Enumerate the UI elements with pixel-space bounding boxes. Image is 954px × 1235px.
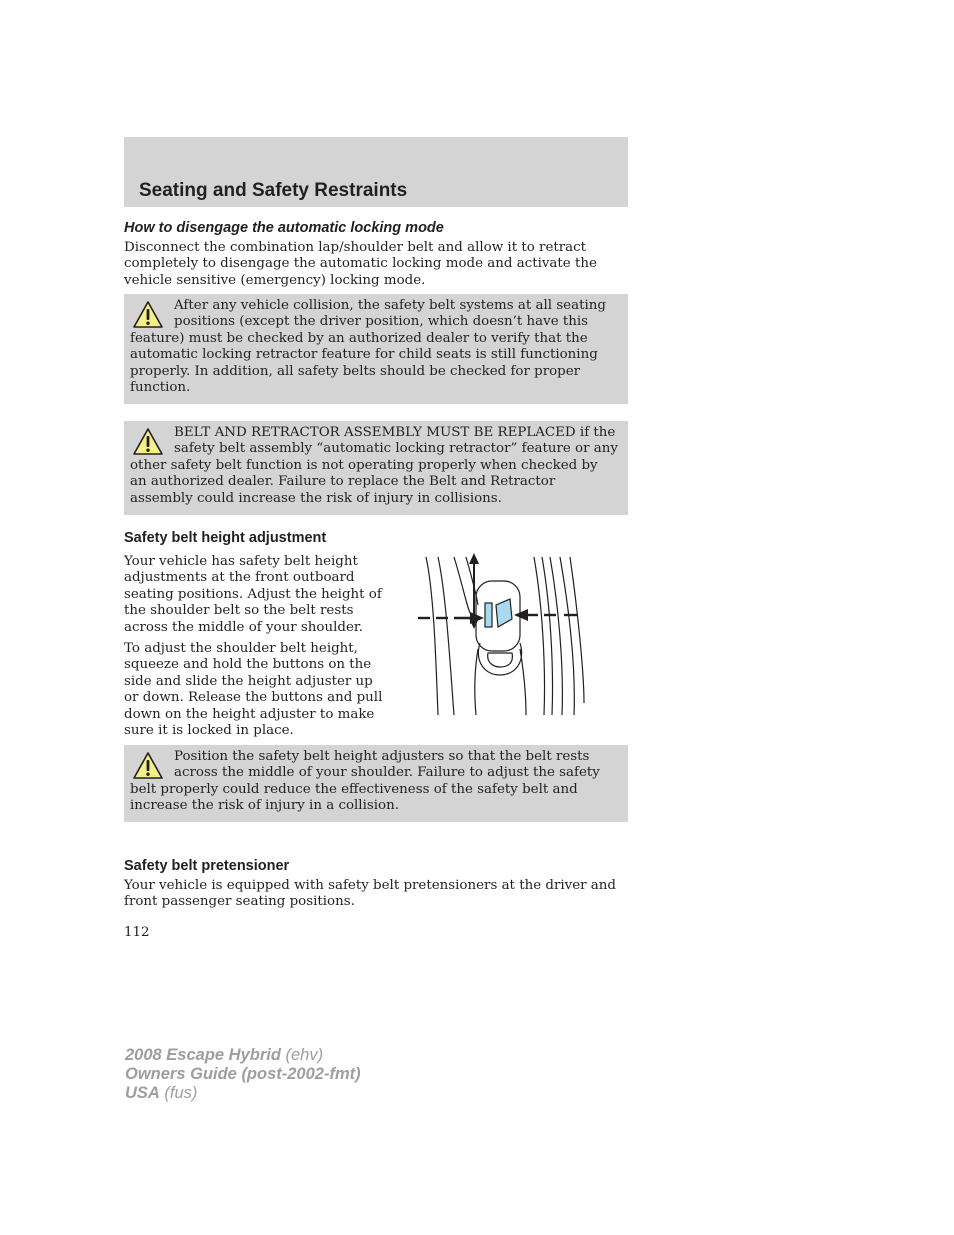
paragraph-pretensioner: Your vehicle is equipped with safety belt pretensioners at the driver and front passenger seating positions. — [124, 878, 616, 910]
section-header-band — [124, 137, 628, 207]
paragraph-disengage-locking-mode: Disconnect the combination lap/shoulder belt and allow it to retract completely to disengage the automatic locking mode and activate the vehicle sensitive (emergency) locking mode. — [124, 240, 597, 288]
warning-box-replace-assembly — [124, 421, 628, 515]
page-title: Seating and Safety Restraints — [139, 180, 408, 201]
heading-disengage-locking-mode: How to disengage the automatic locking mode — [124, 220, 444, 236]
footer-market-code: (fus) — [159, 1084, 198, 1102]
footer-guide: Owners Guide (post-2002-fmt) — [125, 1065, 361, 1083]
document-footer — [125, 1046, 361, 1103]
paragraph-height-adjustment-2: To adjust the shoulder belt height, squeeze and hold the buttons on the side and slide the height adjuster up or down. Release the buttons and pull down on the height adjuster to make sure it is locked in place. — [124, 641, 383, 739]
heading-pretensioner: Safety belt pretensioner — [124, 858, 290, 874]
footer-market: USA — [125, 1084, 160, 1102]
warning-triangle-icon — [132, 300, 164, 330]
heading-height-adjustment: Safety belt height adjustment — [124, 530, 327, 546]
belt-height-adjuster-illustration — [416, 553, 586, 719]
page-number: 112 — [124, 925, 150, 940]
warning-triangle-icon — [132, 427, 164, 457]
footer-model: 2008 Escape Hybrid — [125, 1046, 281, 1064]
warning-box-position-adjusters — [124, 745, 628, 822]
footer-model-code: (ehv) — [280, 1046, 324, 1064]
warning-text-position-adjusters: Position the safety belt height adjusters so that the belt rests across the middle of your shoulder. Failure to adjust the safety belt properly could reduce the effectiveness of the safety belt and increase the risk of injury in a collision. — [130, 749, 600, 814]
warning-text-replace-assembly: BELT AND RETRACTOR ASSEMBLY MUST BE REPLACED if the safety belt assembly “automatic locking retractor” feature or any other safety belt function is not operating properly when checked by an authorized dealer. Failure to replace the Belt and Retractor assembly could increase the risk of injury in collisions. — [130, 425, 618, 506]
warning-box-collision-check — [124, 294, 628, 404]
warning-text-collision-check: After any vehicle collision, the safety belt systems at all seating positions (except the driver position, which doesn’t have this feature) must be checked by an authorized dealer to verify that the automatic locking retractor feature for child seats is still functioning properly. In addition, all safety belts should be checked for proper function. — [130, 298, 606, 396]
warning-triangle-icon — [132, 751, 164, 781]
paragraph-height-adjustment-1: Your vehicle has safety belt height adjustments at the front outboard seating positions. Adjust the height of the shoulder belt so the belt rests across the middle of your shoulder. — [124, 554, 382, 635]
